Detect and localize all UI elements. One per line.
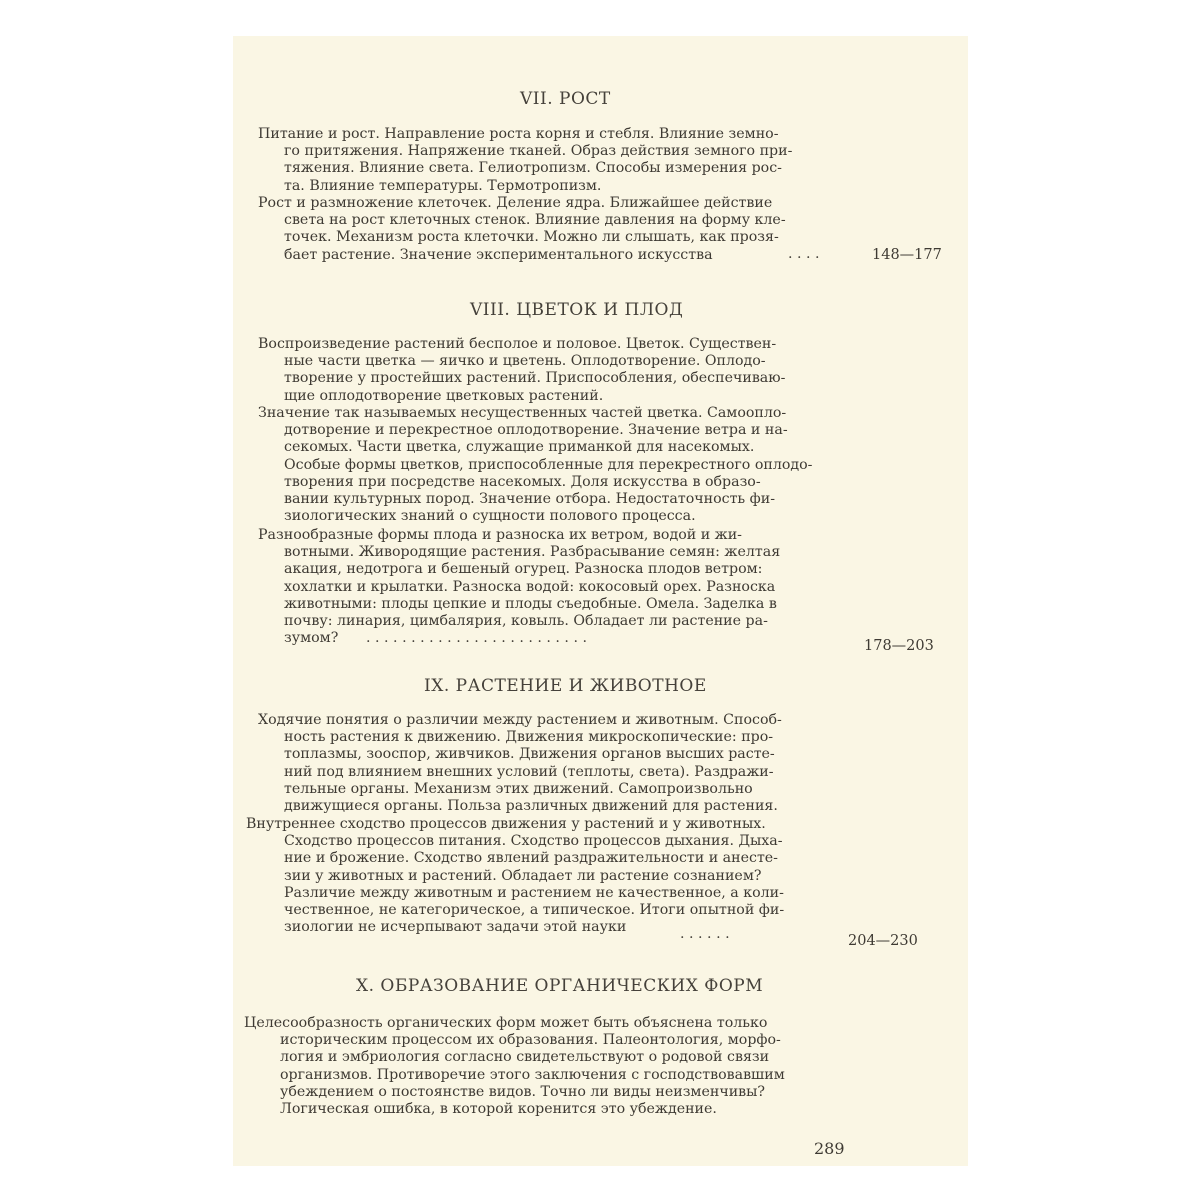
toc-paragraph: [246, 816, 862, 936]
toc-line: почву: линария, цимбалярия, ковыль. Обладает ли растение ра-: [284, 613, 768, 630]
toc-line: вотными. Живородящие растения. Разбрасывание семян: желтая: [284, 544, 781, 561]
toc-line: Ходячие понятия о различии между растением и животным. Способ-: [258, 712, 782, 728]
toc-line: дотворение и перекрестное оплодотворение. Значение ветра и на-: [284, 422, 788, 439]
toc-line: бает растение. Значение экспериментального искусства: [284, 246, 713, 263]
toc-line: та. Влияние температуры. Термотропизм.: [284, 177, 602, 194]
toc-line: организмов. Противоречие этого заключения с господствовавшим: [280, 1066, 785, 1083]
toc-line: Питание и рост. Направление роста корня и стебля. Влияние земно-: [258, 126, 779, 142]
toc-line: света на рост клеточных стенок. Влияние давления на форму кле-: [284, 212, 786, 229]
toc-line: зиологических знаний о сущности полового процесса.: [284, 508, 696, 525]
toc-paragraph: [258, 336, 862, 405]
toc-paragraph: [258, 126, 862, 195]
toc-line: Внутреннее сходство процессов движения у растений и у животных.: [246, 816, 766, 832]
toc-line: Воспроизведение растений бесполое и половое. Цветок. Существен-: [258, 336, 777, 352]
toc-line: Логическая ошибка, в которой коренится это убеждение.: [280, 1101, 717, 1118]
toc-line: творение у простейших растений. Приспособления, обеспечиваю-: [284, 370, 786, 387]
toc-line: творения при посредстве насекомых. Доля искусства в образо-: [284, 473, 761, 490]
toc-line: ные части цветка — яичко и цветень. Оплодотворение. Оплодо-: [284, 353, 766, 370]
toc-line: Рост и размножение клеточек. Деление ядра. Ближайшее действие: [258, 195, 773, 211]
toc-line: вании культурных пород. Значение отбора. Недостаточность фи-: [284, 491, 776, 508]
toc-line: акация, недотрога и бешеный огурец. Разноска плодов ветром:: [284, 561, 763, 578]
toc-paragraph: [258, 405, 862, 525]
toc-line: хохлатки и крылатки. Разноска водой: кокосовый орех. Разноска: [284, 578, 776, 595]
chapter-title: X. ОБРАЗОВАНИЕ ОРГАНИЧЕСКИХ ФОРМ: [356, 976, 764, 996]
dot-leader: . . . . . . . . . . . . . . . . . . . . . . . . .: [366, 630, 587, 646]
toc-line: логия и эмбриология согласно свидетельствуют о родовой связи: [280, 1049, 770, 1066]
chapter-title: VIII. ЦВЕТОК И ПЛОД: [470, 300, 684, 320]
toc-line: щие оплодотворение цветковых растений.: [284, 387, 604, 404]
chapter-title: VII. РОСТ: [520, 89, 611, 109]
toc-line: топлазмы, зооспор, живчиков. Движения органов высших расте-: [284, 746, 775, 763]
toc-line: зии у животных и растений. Обладает ли растение сознанием?: [284, 867, 762, 884]
toc-paragraph: [258, 195, 862, 264]
page-number: 289: [814, 1139, 845, 1158]
dot-leader: . . . . . .: [680, 926, 730, 942]
page-range: 204—230: [848, 933, 918, 949]
toc-line: историческим процессом их образования. Палеонтология, морфо-: [280, 1032, 781, 1049]
toc-line: секомых. Части цветка, служащие приманкой для насекомых.: [284, 439, 755, 456]
toc-paragraph: [258, 712, 862, 815]
toc-line: ние и брожение. Сходство явлений раздражительности и анесте-: [284, 850, 778, 867]
toc-line: Различие между животным и растением не качественное, а коли-: [284, 884, 784, 901]
toc-line: Сходство процессов питания. Сходство процессов дыхания. Дыха-: [284, 833, 783, 850]
toc-line: зумом?: [284, 630, 339, 647]
page-range: 178—203: [864, 638, 934, 654]
toc-line: Целесообразность органических форм может быть объяснена только: [244, 1015, 768, 1031]
toc-line: ность растения к движению. Движения микроскопические: про-: [284, 729, 774, 746]
toc-line: животными: плоды цепкие и плоды съедобные. Омела. Заделка в: [284, 595, 777, 612]
toc-line: движущиеся органы. Польза различных движений для растения.: [284, 798, 778, 815]
dot-leader: . . . .: [788, 246, 820, 262]
toc-paragraph: [244, 1015, 850, 1118]
chapter-title: IX. РАСТЕНИЕ И ЖИВОТНОЕ: [424, 676, 707, 696]
toc-line: ний под влиянием внешних условий (теплоты, света). Раздражи-: [284, 763, 774, 780]
toc-line: Значение так называемых несущественных частей цветка. Самоопло-: [258, 405, 787, 421]
toc-line: точек. Механизм роста клеточки. Можно ли слышать, как прозя-: [284, 229, 779, 246]
toc-line: убеждением о постоянстве видов. Точно ли виды неизменчивы?: [280, 1083, 766, 1100]
page-range: 148—177: [872, 247, 942, 263]
toc-line: чественное, не категорическое, а типическое. Итоги опытной фи-: [284, 902, 785, 919]
toc-line: Разнообразные формы плода и разноска их ветром, водой и жи-: [258, 527, 742, 543]
toc-line: го притяжения. Напряжение тканей. Образ действия земного при-: [284, 143, 793, 160]
toc-line: тяжения. Влияние света. Гелиотропизм. Способы измерения рос-: [284, 160, 782, 177]
toc-line: Особые формы цветков, приспособленные для перекрестного оплодо-: [284, 456, 813, 473]
toc-line: зиологии не исчерпывают задачи этой науки: [284, 919, 627, 936]
toc-line: тельные органы. Механизм этих движений. Самопроизвольно: [284, 780, 753, 797]
